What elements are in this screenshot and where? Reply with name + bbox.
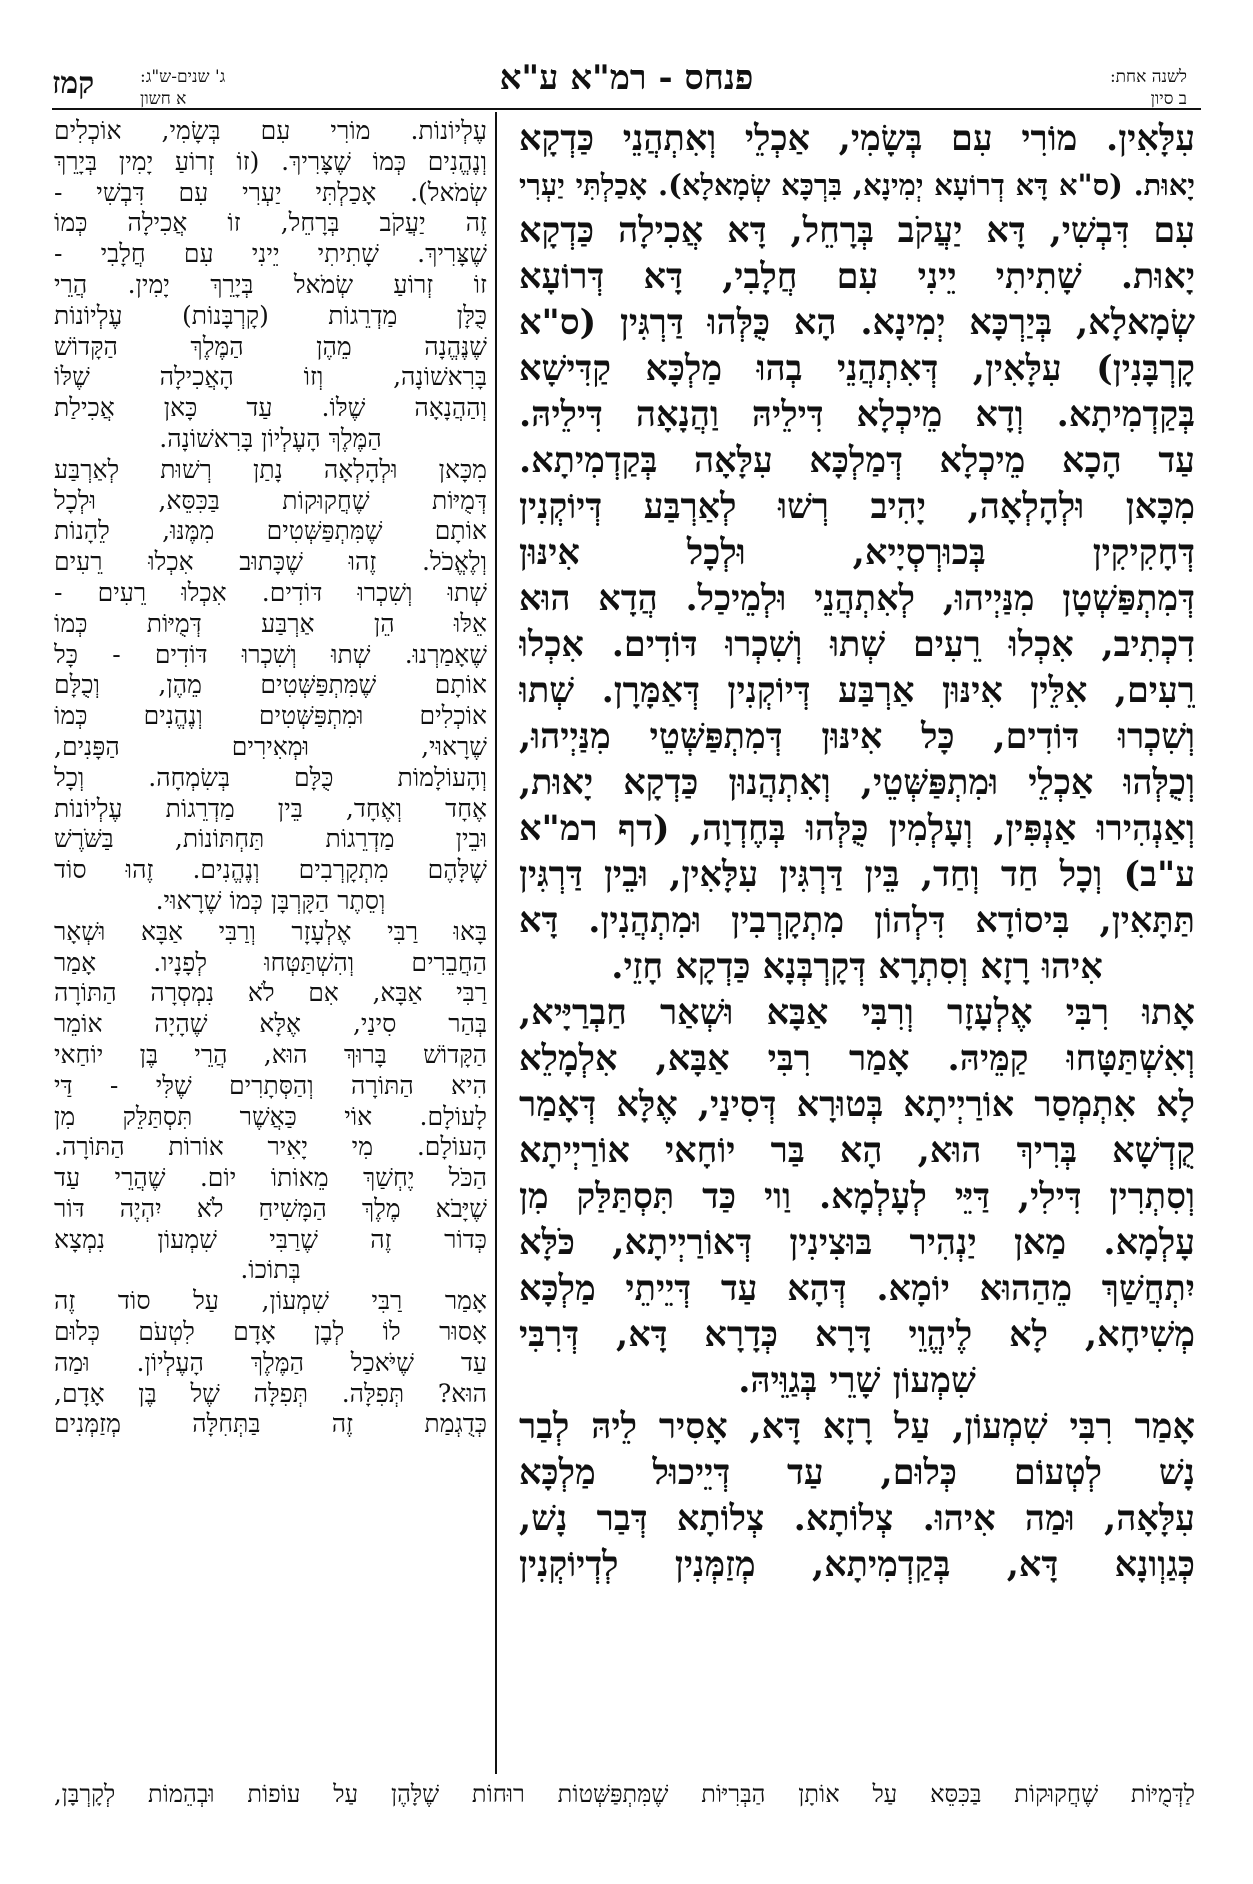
side-line: שֶׁצָּרִיךְ. שָׁתִיתִי יֵינִי עִם חֲלָבִי - (54, 239, 487, 269)
main-line: אִיהוּ רָזָא וְסִתְרָא דְּקָרְבְּנָא כַּדְקָא חָזֵי. (611, 946, 1103, 987)
side-line: הַמֶּלֶךְ הָעֶלְיוֹן בָּרִאשׁוֹנָה. (159, 423, 382, 453)
page-title: פנחס - רמ"א ע"א (499, 58, 754, 98)
header-right-line1: לשנה אחת: (1109, 67, 1187, 87)
side-line: שֶׁנֶּהֱנָה מֵהֶן הַמֶּלֶךְ הַקָּדוֹשׁ (54, 331, 487, 361)
side-line: עֶלְיוֹנוֹת. מוֹרִי עִם בְּשָׂמִי, אוֹכְלִים (54, 116, 487, 145)
side-line: בָּרִאשׁוֹנָה, וְזוֹ הָאֲכִילָה שֶׁלּוֹ (54, 362, 487, 392)
side-line: זֶה יַעֲקֹב בְּרָחֵל, זוֹ אֲכִילָה כְּמוֹ (54, 208, 487, 238)
page-number: קמז (52, 66, 95, 101)
main-line: ע"ב) וְכָל חַד וְחַד, בֵּין דַּרְגִּין עִלָּאִין, וּבֵין דַּרְגִּין (519, 854, 1195, 895)
side-line: הוּא? תְּפִלָּה. תְּפִלָּה שֶׁל בֶּן אָדָם, (54, 1378, 487, 1408)
header-left-line2: א חשון (140, 89, 187, 109)
main-line: שִׁמְעוֹן שָׁרֵי בְּגַוֵּיהּ. (738, 1360, 976, 1401)
side-line: אוֹכְלִים וּמִתְפַּשְּׁטִים וְנֶהֱנִים כְּמוֹ (54, 701, 487, 731)
side-line: אוֹתָם שֶׁמִּתְפַּשְּׁטִים מִמֶּנּוּ, לֵהָנוֹת (54, 516, 487, 546)
side-line: כְּדוֹר זֶה שֶׁרַבִּי שִׁמְעוֹן נִמְצָא (54, 1224, 487, 1254)
main-line: לָא אִתְמְסַר אוֹרַיְיתָא בְּטוּרָא דְּסִינַי, אֶלָּא דְּאָמַר (519, 1084, 1195, 1125)
bottom-line: לַדְּמֻיּוֹת שֶׁחֲקוּקוֹת בַּכִּסֵּא עַל אוֹתָן הַבְּרִיּוֹת שֶׁמִּתְפַּשְּׁטוֹת רוּחוֹת שֶׁלָּהֶן עַל עוֹפוֹת וּבְהֵמוֹת לְקָרְבָּן, (54, 1780, 1195, 1808)
main-line: דְּמִתְפַּשְׁטָן מִנַּיְיהוּ, לְאִתְהֲנֵי וּלְמֵיכַל. הֲדָא הוּא (519, 578, 1195, 619)
main-line: מִכָּאן וּלְהָלְאָה, יָהִיב רְשׁוּ לְאַרְבַּע דְּיוֹקְנִין (519, 486, 1195, 527)
side-line: וְהָעוֹלָמוֹת כֻּלָּם בְּשִׂמְחָה. וְכָל (54, 762, 487, 792)
main-line: וְשִׁכְרוּ דּוֹדִים, כָּל אִינּוּן דְּמִתְפַּשְּׁטֵי מִנַּיְיהוּ, (519, 716, 1195, 757)
main-line: עָלְמָא. מַאן יַנְהִיר בּוּצִינִין דְּאוֹרַיְיתָא, כֹּלָּא (519, 1222, 1195, 1263)
main-line: וְאִשְׁתַּטָּחוּ קַמֵּיהּ. אָמַר רִבִּי אַבָּא, אִלְמָלֵא (519, 1038, 1195, 1079)
main-line: עִלָּאָה, וּמַה אִיהוּ. צְלוֹתָא. צְלוֹתָא דְּבַר נָשׁ, (519, 1498, 1195, 1539)
main-line: מְשִׁיחָא, לָא לֶיהֱוֵי דָּרָא כְּדָרָא דָּא, דְּרִבִּי (519, 1314, 1195, 1355)
side-line: אֶחָד וְאֶחָד, בֵּין מַדְרֵגוֹת עֶלְיוֹנוֹת (54, 793, 487, 823)
header-left-line1: ג' שנים-ש"ג: (140, 67, 226, 87)
side-line: הַקָּדוֹשׁ בָּרוּךְ הוּא, הֲרֵי בֶּן יוֹחַאי (54, 1039, 487, 1069)
side-line: דְּמֻיּוֹת שֶׁחֲקוּקוֹת בַּכִּסֵּא, וּלְכָל (54, 485, 487, 515)
main-line: עִלָּאִין. מוֹרִי עִם בְּשָׂמִי, אַכְלֵי וְאִתְהֲנֵי כַּדְקָא (519, 118, 1195, 159)
main-line: יָאוּת. (ס"א דָּא דְרוֹעָא יְמִינָא, בִּרְכָּא שְׂמָאלָא). אָכַלְתִּי יַעְרִי (519, 168, 1195, 202)
main-line: קֻדְשָׁא בְּרִיךְ הוּא, הָא בַּר יוֹחָאי אוֹרַיְיתָא (519, 1130, 1195, 1171)
main-column (519, 116, 1195, 1588)
side-line: וְהַהֲנָאָה שֶׁלּוֹ. עַד כָּאן אֲכִילַת (54, 393, 487, 423)
main-line: קָרְבָּנִין) עִלָּאִין, דְּאִתְהֲנֵי בְהוּ מַלְכָּא קַדִּישָׁא (519, 348, 1195, 389)
main-line: אָתוּ רִבִּי אֶלְעָזָר וְרִבִּי אַבָּא וּשְׁאַר חַבְרַיָּיא, (519, 992, 1195, 1033)
side-line: שְׂמֹאל). אָכַלְתִּי יַעְרִי עִם דִּבְשִׁי - (54, 177, 487, 207)
side-line: שֶׁאָמַרְנוּ. שְׁתוּ וְשִׁכְרוּ דּוֹדִים - כָּל (54, 639, 487, 669)
side-line: בָּאוּ רַבִּי אֶלְעָזָר וְרַבִּי אַבָּא וּשְׁאָר (54, 916, 487, 946)
side-line: שֶׁלָּהֶם מִתְקָרְבִים וְנֶהֱנִים. זֶהוּ סוֹד (54, 855, 487, 885)
main-line: דְּחָקִיקִין בְּכוּרְסְיָיא, וּלְכָל אִינּוּן (519, 532, 1195, 573)
main-line: יִתְחֲשַׁךְ מֵהַהוּא יוֹמָא. דְּהָא עַד דְּיֵיתֵי מַלְכָּא (519, 1268, 1195, 1309)
side-line: הַחֲבֵרִים וְהִשְׁתַּטְּחוּ לְפָנָיו. אָמַר (54, 947, 487, 977)
side-line: הִיא הַתּוֹרָה וְהַסְּתָרִים שֶׁלִּי - דַּי (54, 1070, 487, 1100)
side-line: לָעוֹלָם. אוֹי כַּאֲשֶׁר תִּסְתַּלֵּק מִן (54, 1101, 487, 1131)
main-line: שְׂמָאלָא, בְּיַרְכָּא יְמִינָא. הָא כֻּלְּהוּ דַּרְגִּין (ס"א (519, 302, 1195, 343)
side-line: זוֹ זְרוֹעַ שְׂמֹאל בְּיָרֵךְ יָמִין. הֲרֵי (54, 269, 487, 299)
main-line: אָמַר רִבִּי שִׁמְעוֹן, עַל רָזָא דָּא, אָסִיר לֵיהּ לְבַר (519, 1406, 1195, 1447)
side-line: רַבִּי אַבָּא, אִם לֹא נִמְסְרָה הַתּוֹרָה (54, 978, 487, 1008)
side-line: עַד שֶׁיֹּאכַל הַמֶּלֶךְ הָעֶלְיוֹן. וּמַה (54, 1347, 487, 1377)
side-line: כֻּלָּן מַדְרֵגוֹת (קָרְבָּנוֹת) עֶלְיוֹנוֹת (54, 300, 487, 330)
side-line: וְסֵתֶר הַקָּרְבָּן כְּמוֹ שֶׁרָאוּי. (155, 885, 386, 915)
side-line: אָסוּר לוֹ לְבֶן אָדָם לִטְעֹם כְּלוּם (54, 1317, 487, 1347)
main-line: דִכְתִיב, אִכְלוּ רֵעִים שְׁתוּ וְשִׁכְרוּ דּוֹדִים. אִכְלוּ (519, 624, 1195, 665)
side-line: הָעוֹלָם. מִי יָאִיר אוֹרוֹת הַתּוֹרָה. (54, 1132, 487, 1162)
header-divider (52, 108, 1201, 110)
main-line: רֵעִים, אִלֵּין אִינּוּן אַרְבַּע דְּיוֹקְנִין דְּאַמָּרָן. שְׁתוּ (519, 670, 1195, 711)
header-right-line2: ב סיון (1150, 89, 1187, 109)
side-line: הַכֹּל יֶחְשַׁךְ מֵאוֹתוֹ יוֹם. שֶׁהֲרֵי עַד (54, 1163, 487, 1193)
side-line: וְנֶהֱנִים כְּמוֹ שֶׁצָּרִיךְ. (זוֹ זְרוֹעַ יָמִין בְּיָרֵךְ (54, 146, 487, 176)
side-line: וּבֵין מַדְרֵגוֹת תַּחְתּוֹנוֹת, בַּשֹּׁרֶשׁ (54, 824, 487, 854)
side-line: מִכָּאן וּלְהָלְאָה נָתַן רְשׁוּת לְאַרְבַּע (54, 454, 487, 484)
side-line: כְּדֻגְמַת זֶה בַּתְּחִלָּה מְזַמְּנִים (54, 1409, 487, 1439)
main-line: וְאַנְהִירוּ אַנְפִּין, וְעָלְמִין כֻּלְּהוּ בְּחֶדְוָה, (דף רמ"א (519, 808, 1195, 849)
side-line: וְלֶאֱכֹל. זֶהוּ שֶׁכָּתוּב אִכְלוּ רֵעִים (54, 547, 487, 577)
main-line: נָשׁ לְטְעוֹם כְּלוּם, עַד דְּיֵיכוּל מַלְכָּא (519, 1452, 1195, 1493)
side-line: אָמַר רַבִּי שִׁמְעוֹן, עַל סוֹד זֶה (54, 1286, 487, 1316)
side-column (54, 116, 487, 1440)
main-line: תַּתָּאִין, בִּיסוֹדָא דִּלְהוֹן מִתְקָרְבִין וּמִתְהֲנִין. דָּא (519, 900, 1195, 941)
column-divider (495, 112, 497, 1774)
main-line: בְּקַדְמִיתָא. וְדָא מֵיכְלָא דִּילֵיהּ וַהֲנָאָה דִּילֵיהּ. (519, 394, 1195, 435)
main-line: יָאוּת. שָׁתִיתִי יֵינִי עִם חֲלָבִי, דָּא דְּרוֹעָא (519, 256, 1195, 297)
main-line: כְּגַוְונָא דָּא, בְּקַדְמִיתָא, מְזַמְּנִין לְדְיוֹקְנִין (519, 1544, 1195, 1585)
side-line: אֵלּוּ הֵן אַרְבַּע דְּמֻיּוֹת כְּמוֹ (54, 608, 487, 638)
side-line: שֶׁיָּבֹא מֶלֶךְ הַמָּשִׁיחַ לֹא יִהְיֶה דּוֹר (54, 1193, 487, 1223)
side-line: שְׁתוּ וְשִׁכְרוּ דּוֹדִים. אִכְלוּ רֵעִים - (54, 577, 487, 607)
main-line: וְסִתְרִין דִּילִי, דַּיֵּי לְעָלְמָא. וַוי כַּד תִּסְתַּלַּק מִן (519, 1176, 1195, 1217)
header-left (140, 66, 225, 110)
side-line: בְּתוֹכוֹ. (240, 1255, 301, 1285)
main-line: עַד הָכָא מֵיכְלָא דְּמַלְכָּא עִלָּאָה בְּקַדְמִיתָא. (519, 440, 1195, 481)
side-line: בְּהַר סִינַי, אֶלָּא שֶׁהָיָה אוֹמֵר (54, 1009, 487, 1039)
side-line: שֶׁרָאוּי, וּמְאִירִים הַפָּנִים, (54, 731, 487, 761)
side-line: אוֹתָם שֶׁמִּתְפַּשְּׁטִים מֵהֶן, וְכֻלָּם (54, 670, 487, 700)
main-line: וְכֻלְּהוּ אַכְלֵי וּמִתְפַּשְּׁטֵי, וְאִתְהֲנוּן כַּדְקָא יָאוּת, (519, 762, 1195, 803)
main-line: עִם דִּבְשִׁי, דָּא יַעֲקֹב בְּרָחֵל, דָּא אֲכִילָה כַּדְקָא (519, 210, 1195, 251)
